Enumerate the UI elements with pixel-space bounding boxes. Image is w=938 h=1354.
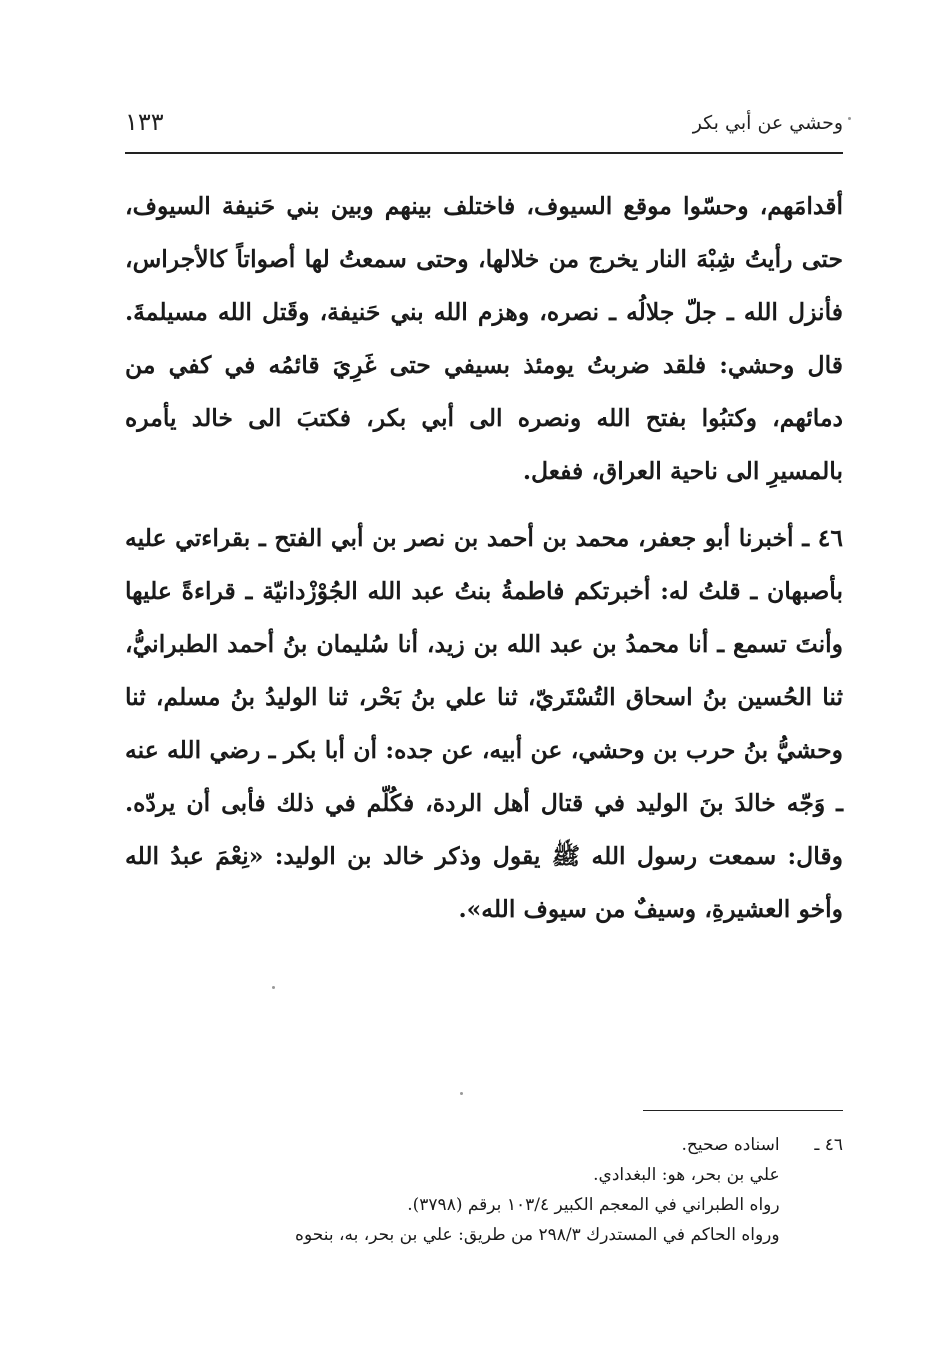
footnote-text: ورواه الحاكم في المستدرك ٢٩٨/٣ من طريق: علي بن بحر، به، بنحوه bbox=[295, 1225, 780, 1245]
footnote-line bbox=[125, 1160, 843, 1190]
scan-speck bbox=[272, 986, 275, 989]
footnote-text: اسناده صحيح. bbox=[681, 1135, 780, 1155]
footnote-rule bbox=[643, 1110, 843, 1111]
footnote-text: رواه الطبراني في المعجم الكبير ١٠٣/٤ برقم (٣٧٩٨). bbox=[407, 1195, 780, 1215]
main-text bbox=[125, 180, 843, 936]
footnote-text: علي بن بحر، هو: البغدادي. bbox=[593, 1165, 780, 1185]
header-rule bbox=[125, 152, 843, 154]
footnote-line bbox=[125, 1190, 843, 1220]
running-header bbox=[125, 108, 843, 148]
footnote-line bbox=[125, 1130, 843, 1160]
paragraph-continued: أقدامَهم، وحسّوا موقع السيوف، فاختلف بينهم وبين بني حَنيفة السيوف، حتى رأيتُ شِبْهَ النار يخرج من خلالها، وحتى سمعتُ لها أصواتاً كالأجراس، فأنزل الله ـ جلّ جلالُه ـ نصره، وهزم الله بني حَنيفة، وقَتل الله مسيلمةَ. قال وحشي: فلقد ضربتُ يومئذ بسيفي حتى غَرِيَ قائمُه في كفي من دمائهم، وكتبُوا بفتح الله ونصره الى أبي بكر، فكتبَ الى خالد يأمره بالمسيرِ الى ناحية العراق، ففعل. bbox=[125, 192, 843, 485]
page-number: ١٣٣ bbox=[125, 108, 164, 136]
scan-speck bbox=[460, 1092, 463, 1095]
running-header-title: وحشي عن أبي بكر bbox=[692, 112, 843, 134]
paragraph-hadith-46: ٤٦ ـ أخبرنا أبو جعفر، محمد بن أحمد بن نصر بن أبي الفتح ـ بقراءتي عليه بأصبهان ـ قلتُ له: أخبرتكم فاطمةُ بنتُ عبد الله الجُوْزْدانيّة ـ قراءةً عليها وأنتَ تسمع ـ أنا محمدُ بن عبد الله بن زيد، أنا سُليمان بنُ أحمد الطبرانيُّ، ثنا الحُسين بنُ اسحاق التُسْتَريّ، ثنا علي بنُ بَحْر، ثنا الوليدُ بنُ مسلم، ثنا وحشيُّ بنُ حرب بن وحشي، عن أبيه، عن جده: أن أبا بكر ـ رضي الله عنه ـ وَجّه خالدَ بنَ الوليد في قتال أهل الردة، فكُلّم في ذلك فأبى أن يردّه. وقال: سمعت رسول الله ﷺ يقول وذكر خالد بن الوليد: «نِعْمَ عبدُ الله وأخو العشيرةِ، وسيفٌ من سيوف الله». bbox=[125, 524, 843, 923]
footnote-line bbox=[125, 1220, 843, 1250]
footnotes bbox=[125, 1130, 843, 1250]
footnote-number: ٤٦ ـ bbox=[814, 1135, 843, 1155]
scan-speck bbox=[848, 117, 851, 120]
